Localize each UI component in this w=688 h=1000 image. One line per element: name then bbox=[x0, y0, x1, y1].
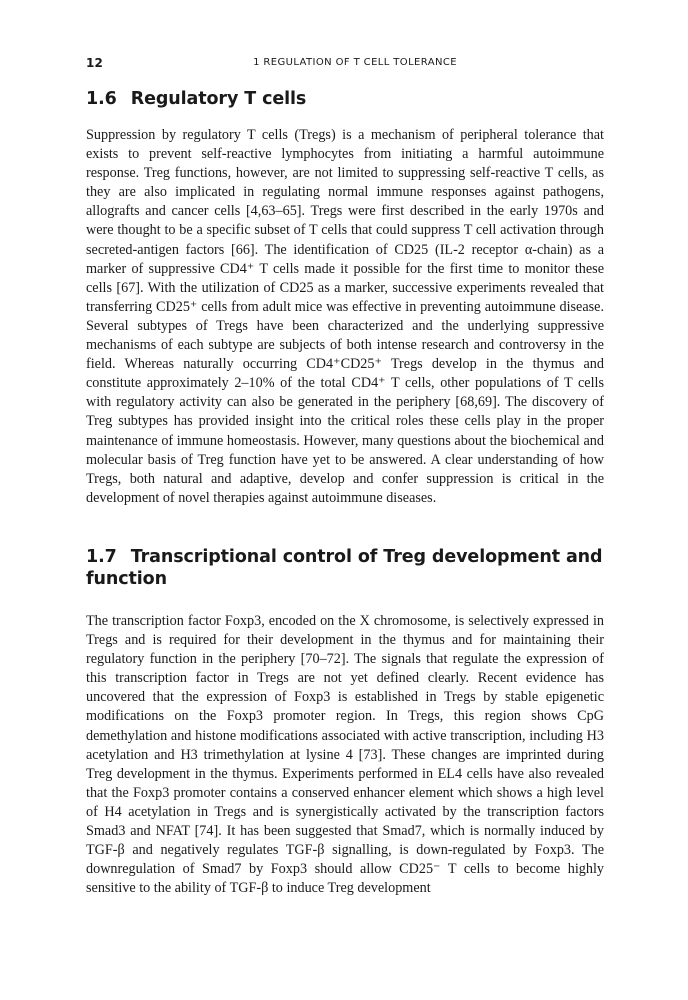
running-header bbox=[86, 56, 604, 72]
section-heading-1-7 bbox=[86, 546, 604, 590]
section-title: Regulatory T cells bbox=[130, 89, 307, 109]
section-number: 1.6 bbox=[86, 89, 117, 109]
body-paragraph-1-6: Suppression by regulatory T cells (Tregs) is a mechanism of peripheral tolerance that exists to prevent self-reactive lymphocytes from initiating a harmful autoimmune response. Treg functions, however, are not limited to suppressing self-reactive T cells, as they are also implicated in regulating normal immune responses against pathogens, allografts and cancer cells [4,63–65]. Tregs were first described in the early 1970s and were thought to be a specific subset of T cells that could suppress T cell activation through secreted-antigen factors [66]. The identification of CD25 (IL-2 receptor α-chain) as a marker of suppressive CD4⁺ T cells made it possible for the first time to monitor these cells [67]. With the utilization of CD25 as a marker, successive experiments revealed that transferring CD25⁺ cells from adult mice was effective in preventing autoimmune disease. Several subtypes of Tregs have been characterized and the underlying suppressive mechanisms of each subtype are subjects of both intense research and controversy in the field. Whereas naturally occurring CD4⁺CD25⁺ Tregs develop in the thymus and constitute approximately 2–10% of the total CD4⁺ T cells, other populations of T cells with regulatory activity can also be generated in the periphery [68,69]. The discovery of Treg subtypes has provided insight into the critical roles these cells play in the proper maintenance of immune homeostasis. However, many questions about the biochemical and molecular basis of Treg function have yet to be answered. A clear understanding of how Tregs, both natural and adaptive, develop and confer suppression is critical in the development of novel therapies against autoimmune diseases. bbox=[86, 127, 604, 506]
section-number: 1.7 bbox=[86, 547, 117, 567]
body-paragraph-1-7: The transcription factor Foxp3, encoded on the X chromosome, is selectively expressed in Tregs and is required for their development in the thymus and for maintaining their regulatory function in the periphery [70–72]. The signals that regulate the expression of this transcription factor in Tregs are not yet defined clearly. Recent evidence has uncovered that the expression of Foxp3 is established in Tregs by stable epigenetic modifications on the Foxp3 promoter region. In Tregs, this region shows CpG demethylation and histone modifications associated with active transcription, including H3 acetylation and H3 trimethylation at lysine 4 [73]. These changes are imprinted during Treg development in the thymus. Experiments performed in EL4 cells have also revealed that the Foxp3 promoter contains a conserved enhancer element which shows a high level of H4 acetylation in Tregs and is synergistically activated by the transcription factors Smad3 and NFAT [74]. It has been suggested that Smad7, which is normally induced by TGF-β and negatively regulates TGF-β signalling, is down-regulated by Foxp3. The downregulation of Smad7 by Foxp3 should allow CD25⁻ T cells to become highly sensitive to the ability of TGF-β to induce Treg development bbox=[86, 613, 604, 897]
section-heading-1-6 bbox=[86, 88, 604, 110]
page-number: 12 bbox=[86, 56, 104, 70]
section-title: Transcriptional control of Treg development and function bbox=[86, 547, 603, 589]
running-title: 1 REGULATION OF T CELL TOLERANCE bbox=[253, 57, 457, 68]
